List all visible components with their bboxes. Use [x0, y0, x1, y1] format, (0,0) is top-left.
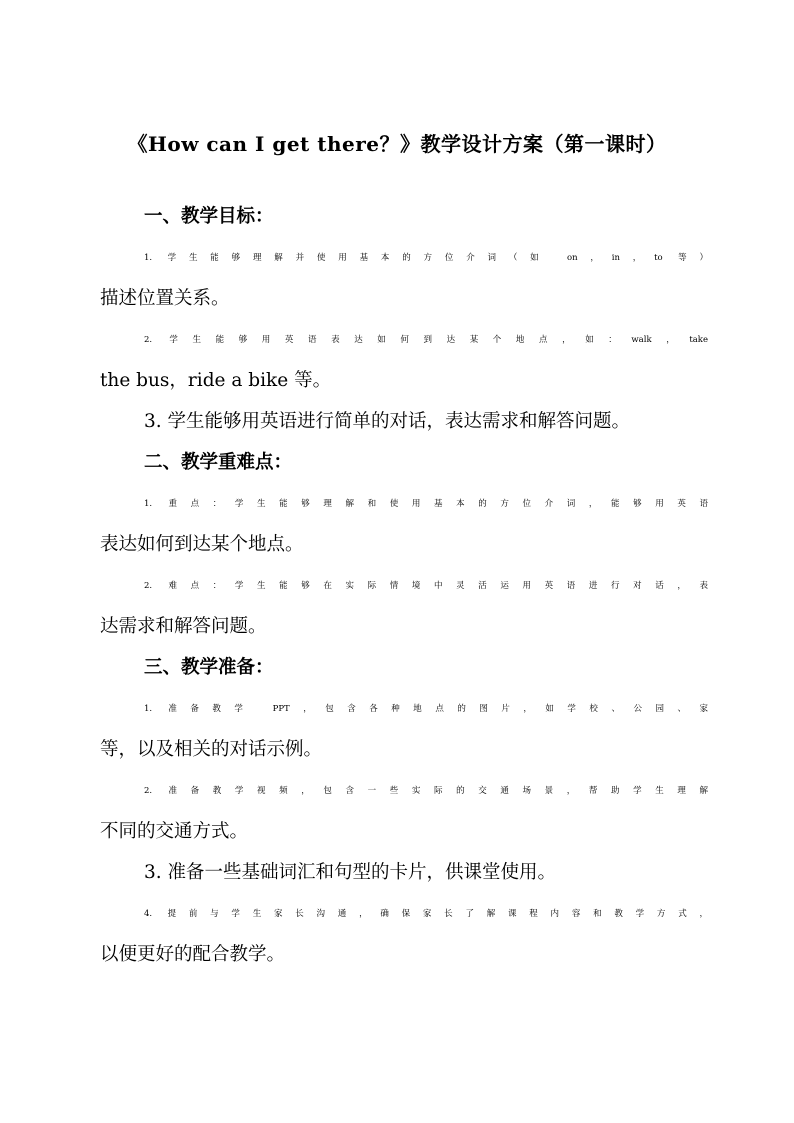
preparation-2-line-2: 不同的交通方式。 [100, 821, 249, 842]
preparation-4-line-2: 以便更好的配合教学。 [100, 944, 286, 965]
objective-3: 3. 学生能够用英语进行简单的对话，表达需求和解答问题。 [144, 411, 631, 432]
section-heading-preparation: 三、教学准备： [144, 657, 274, 678]
objective-1-line-1: 1. 学生能够理解并使用基本的方位介词（如 on，in，to 等） [144, 253, 708, 263]
key-point-1-line-2: 表达如何到达某个地点。 [100, 534, 304, 555]
section-heading-key-points: 二、教学重难点： [144, 452, 293, 473]
key-point-2-line-1: 2. 难点：学生能够在实际情境中灵活运用英语进行对话，表 [144, 581, 708, 591]
section-heading-objectives: 一、教学目标： [144, 206, 274, 227]
preparation-1-line-2: 等，以及相关的对话示例。 [100, 739, 323, 760]
objective-1-line-2: 描述位置关系。 [100, 288, 230, 309]
key-point-1-line-1: 1. 重点：学生能够理解和使用基本的方位介词，能够用英语 [144, 499, 708, 509]
preparation-3: 3. 准备一些基础词汇和句型的卡片，供课堂使用。 [144, 862, 557, 883]
key-point-2-line-2: 达需求和解答问题。 [100, 616, 267, 637]
objective-2-line-2: the bus，ride a bike 等。 [100, 370, 332, 391]
objective-2-line-1: 2. 学生能够用英语表达如何到达某个地点，如：walk，take [144, 335, 708, 345]
preparation-2-line-1: 2. 准备教学视频，包含一些实际的交通场景，帮助学生理解 [144, 786, 708, 796]
preparation-4-line-1: 4. 提前与学生家长沟通，确保家长了解课程内容和教学方式， [144, 909, 708, 919]
document-title: 《How can I get there？》教学设计方案（第一课时） [127, 132, 667, 156]
preparation-1-line-1: 1. 准备教学 PPT，包含各种地点的图片，如学校、公园、家 [144, 704, 708, 714]
